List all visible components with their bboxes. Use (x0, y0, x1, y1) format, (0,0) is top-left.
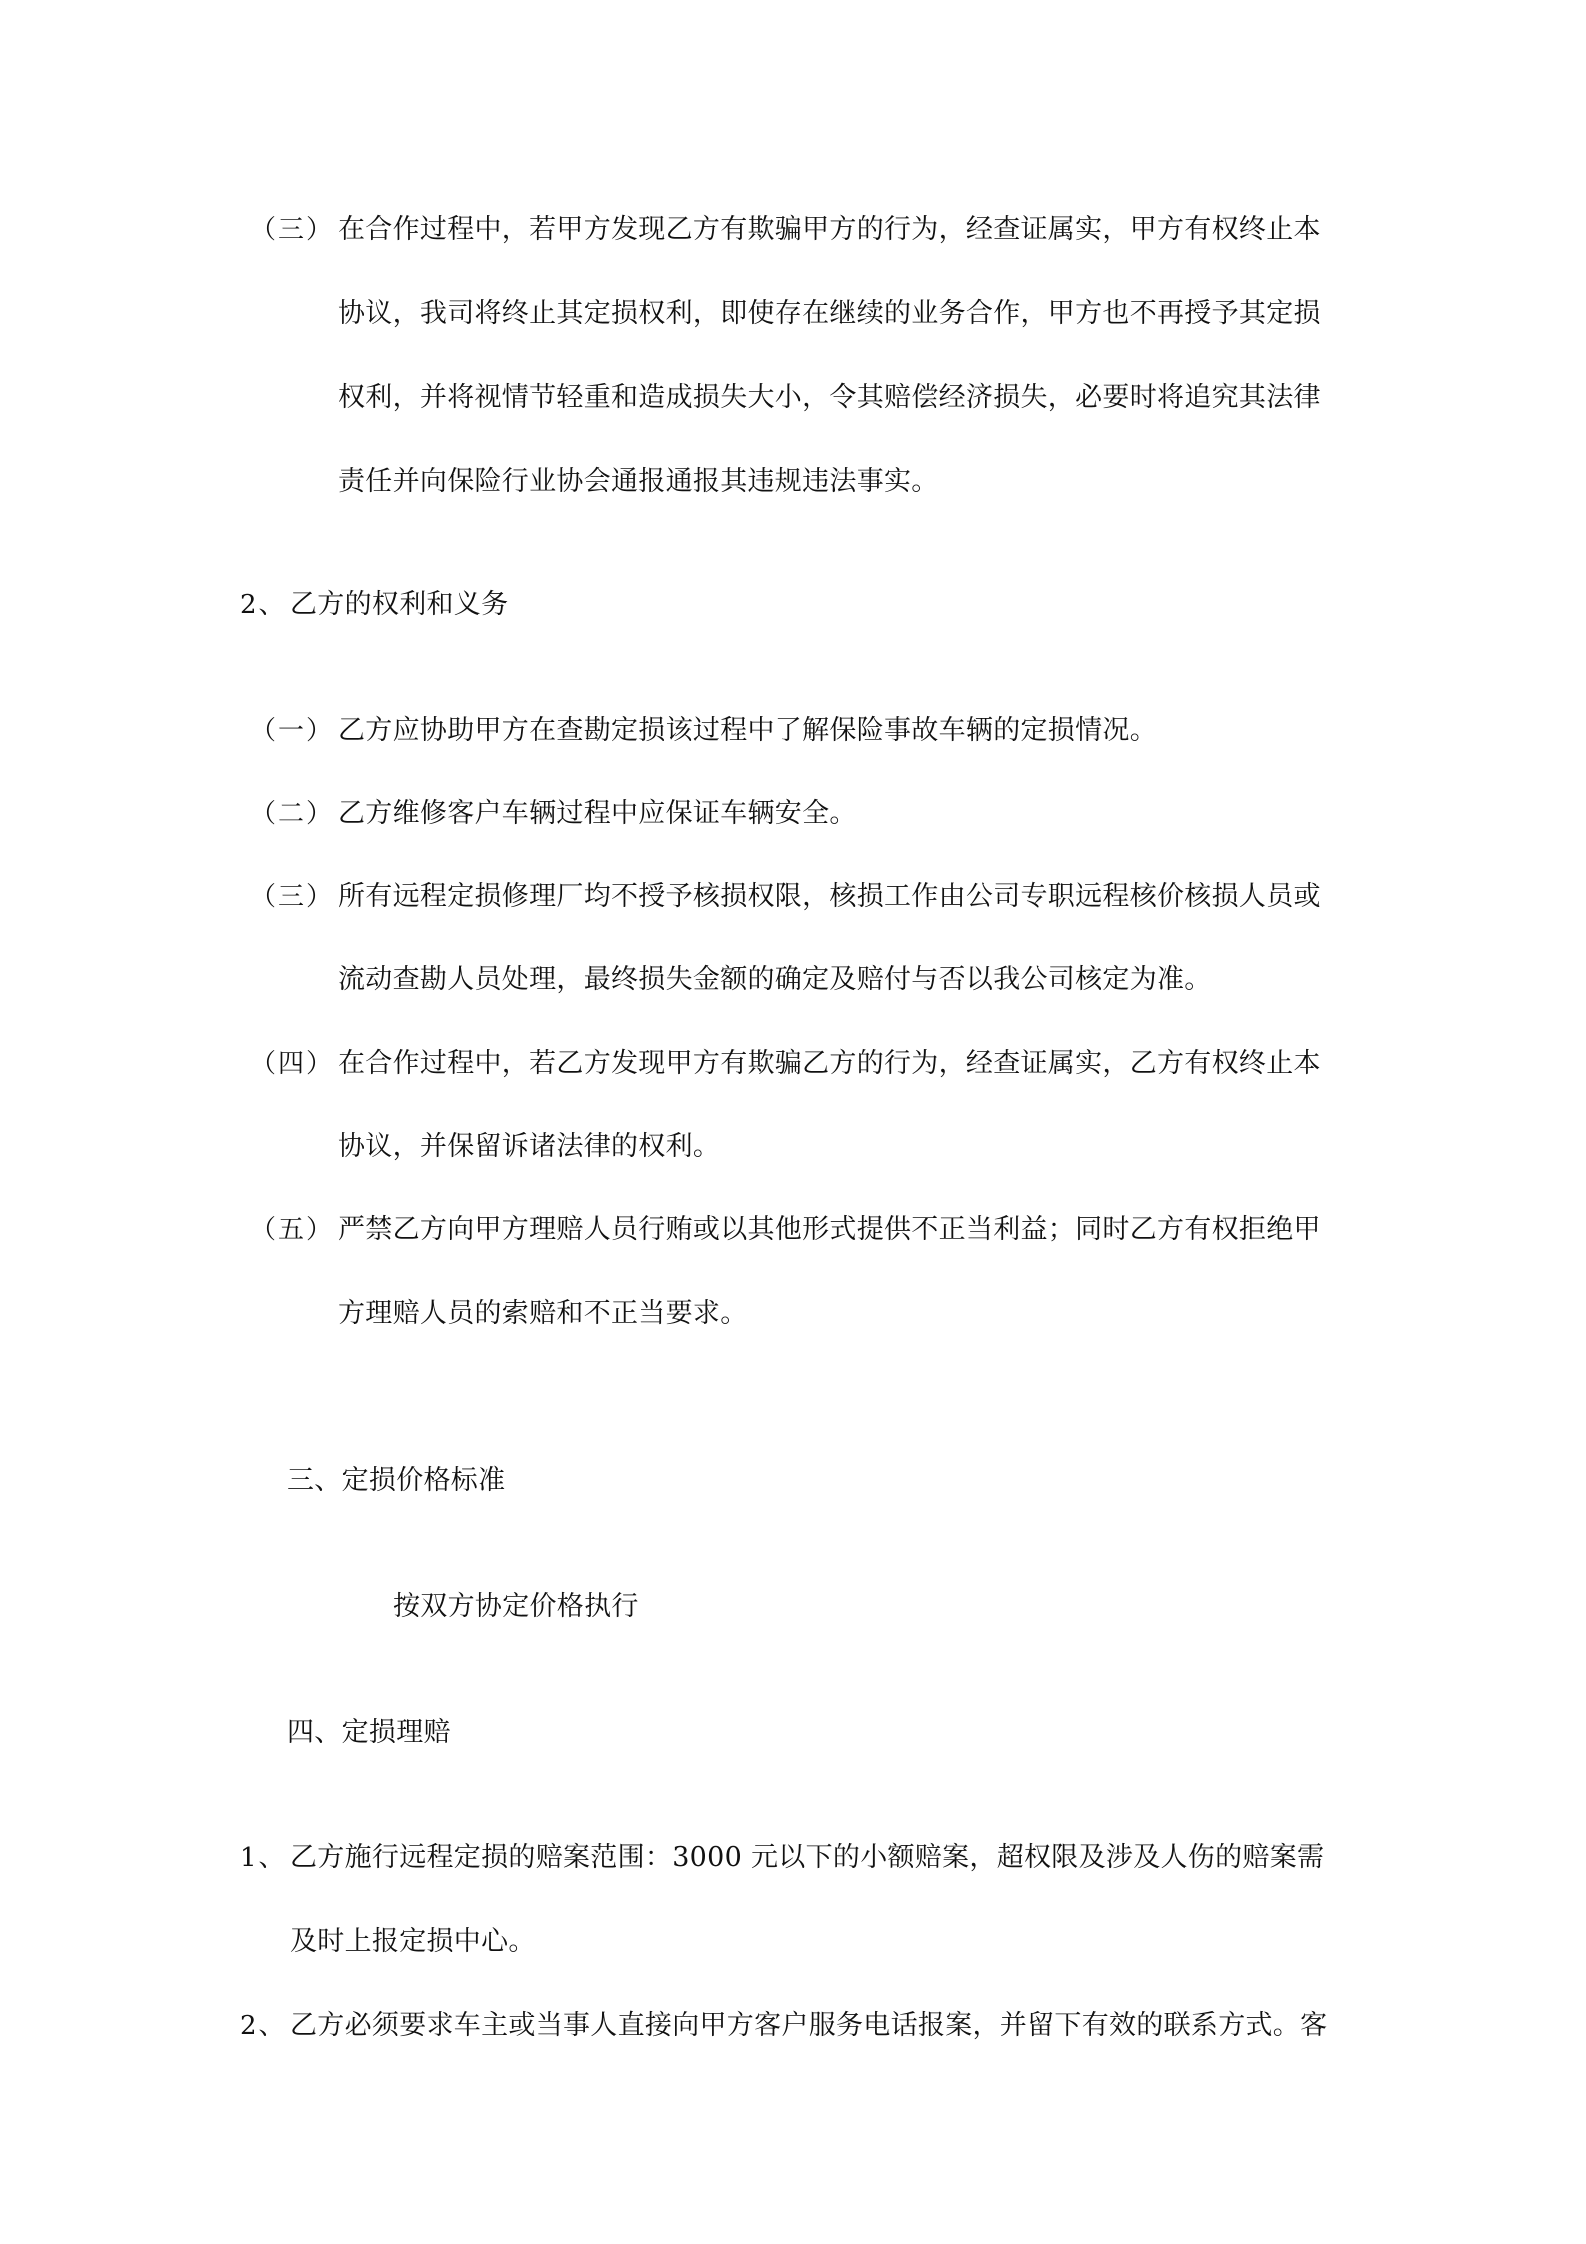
section-body: 按双方协定价格执行 (393, 1591, 639, 1622)
paragraph-line: 严禁乙方向甲方理赔人员行贿或以其他形式提供不正当利益；同时乙方有权拒绝甲 (338, 1214, 1321, 1245)
paragraph-line: 流动查勘人员处理，最终损失金额的确定及赔付与否以我公司核定为准。 (338, 964, 1212, 995)
paragraph-line: 及时上报定损中心。 (290, 1926, 536, 1957)
paragraph-line: 乙方施行远程定损的赔案范围：3000 元以下的小额赔案，超权限及涉及人伤的赔案需 (290, 1842, 1325, 1873)
item-number: 1、 (240, 1843, 287, 1873)
section-heading: 乙方的权利和义务 (290, 589, 509, 620)
item-marker: （三） (250, 215, 335, 245)
item-marker: （五） (250, 1215, 335, 1245)
paragraph-line: 所有远程定损修理厂均不授予核损权限，核损工作由公司专职远程核价核损人员或 (338, 881, 1321, 912)
paragraph-line: 协议，并保留诉诸法律的权利。 (338, 1131, 721, 1162)
item-marker: （一） (250, 716, 335, 746)
paragraph-line: 乙方维修客户车辆过程中应保证车辆安全。 (338, 798, 857, 829)
paragraph-line: 责任并向保险行业协会通报通报其违规违法事实。 (338, 466, 939, 497)
section-number: 2、 (240, 590, 287, 620)
item-number: 2、 (240, 2011, 287, 2041)
paragraph-line: 乙方必须要求车主或当事人直接向甲方客户服务电话报案，并留下有效的联系方式。客 (290, 2010, 1328, 2041)
paragraph-line: 在合作过程中，若乙方发现甲方有欺骗乙方的行为，经查证属实，乙方有权终止本 (338, 1048, 1321, 1079)
paragraph-line: 协议，我司将终止其定损权利，即使存在继续的业务合作，甲方也不再授予其定损 (338, 298, 1321, 329)
item-marker: （二） (250, 799, 335, 829)
paragraph-line: 方理赔人员的索赔和不正当要求。 (338, 1298, 748, 1329)
paragraph-line: 在合作过程中，若甲方发现乙方有欺骗甲方的行为，经查证属实，甲方有权终止本 (338, 214, 1321, 245)
item-marker: （三） (250, 882, 335, 912)
item-marker: （四） (250, 1049, 335, 1079)
paragraph-line: 权利，并将视情节轻重和造成损失大小，令其赔偿经济损失，必要时将追究其法律 (338, 382, 1321, 413)
section-heading: 四、定损理赔 (287, 1717, 451, 1748)
paragraph-line: 乙方应协助甲方在查勘定损该过程中了解保险事故车辆的定损情况。 (338, 715, 1157, 746)
section-heading: 三、定损价格标准 (287, 1465, 506, 1496)
